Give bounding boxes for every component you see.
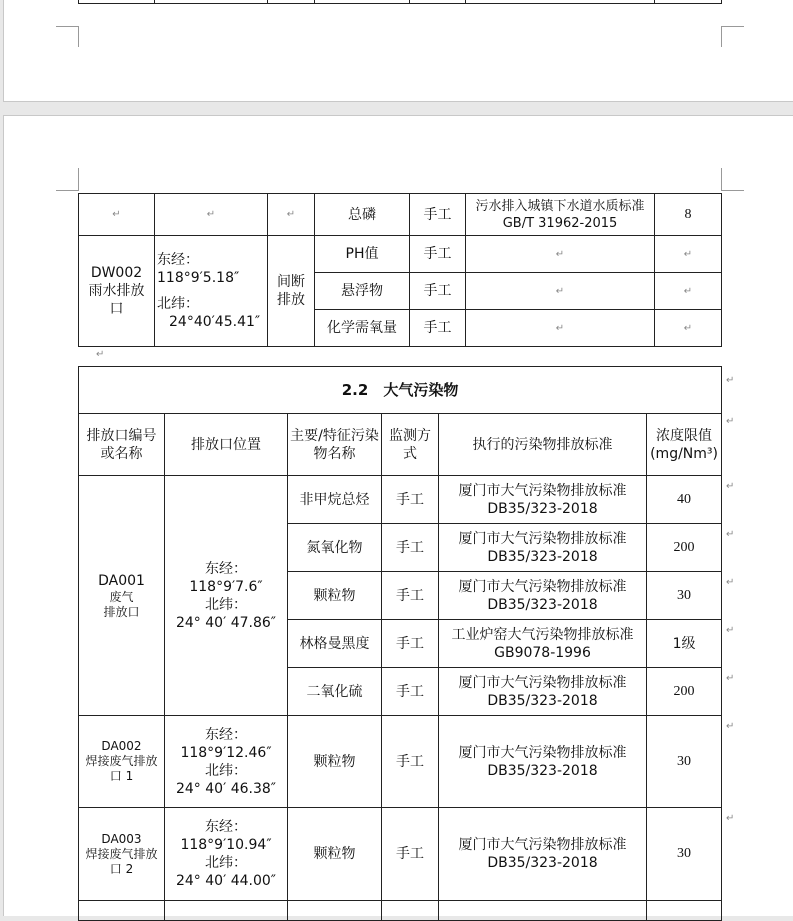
row-end-mark: ↵ [726, 375, 735, 386]
row-end-mark: ↵ [726, 481, 735, 492]
pollutant-cell: 颗粒物 [288, 572, 382, 620]
outlet-location-cell: 东经： 118°9′7.6″ 北纬： 24° 40′ 47.86″ [165, 476, 288, 716]
header-location: 排放口位置 [165, 414, 288, 476]
outlet-name-cell: DA002 焊接废气排放口 1 [79, 716, 165, 808]
pollutant-cell: 颗粒物 [288, 716, 382, 808]
discharge-mode-cell: 间断排放 [268, 236, 315, 347]
pollutant-cell: 氮氧化物 [288, 524, 382, 572]
table-row [79, 808, 722, 901]
method-cell: 手工 [410, 310, 466, 347]
pollutant-cell: 总磷 [315, 194, 410, 236]
limit-cell: 8 [655, 194, 722, 236]
pollutant-cell: 悬浮物 [315, 273, 410, 310]
method-cell: 手工 [382, 476, 439, 524]
section-title: 2.2 大气污染物 [79, 367, 722, 414]
method-cell: 手工 [382, 572, 439, 620]
standard-cell: 厦门市大气污染物排放标准 DB35/323-2018 [439, 668, 647, 716]
table-row: 悬浮物 手工 ↵ ↵ [79, 273, 722, 310]
method-cell: 手工 [410, 236, 466, 273]
row-end-mark: ↵ [726, 721, 735, 732]
standard-cell: 厦门市大气污染物排放标准 DB35/323-2018 [439, 524, 647, 572]
standard-cell: 厦门市大气污染物排放标准 DB35/323-2018 [439, 716, 647, 808]
table-row [79, 716, 722, 808]
row-end-mark: ↵ [726, 673, 735, 684]
standard-cell: 厦门市大气污染物排放标准 DB35/323-2018 [439, 476, 647, 524]
method-cell: 手工 [382, 808, 439, 901]
method-cell: 手工 [382, 524, 439, 572]
crop-mark [721, 168, 744, 191]
limit-cell: 30 [647, 808, 722, 901]
table-row [79, 901, 722, 921]
standard-cell: 厦门市大气污染物排放标准 DB35/323-2018 [439, 808, 647, 901]
method-cell: 手工 [382, 620, 439, 668]
standard-cell: 污水排入城镇下水道水质标准 GB/T 31962-2015 [466, 194, 655, 236]
table-row: ↵ ↵ ↵ 总磷 手工 污水排入城镇下水道水质标准 GB/T 31962-2015 8 [79, 194, 722, 236]
row-end-mark: ↵ [726, 813, 735, 824]
header-method: 监测方式 [382, 414, 439, 476]
limit-cell: 30 [647, 716, 722, 808]
limit-cell: 40 [647, 476, 722, 524]
outlet-name-cell: DW002雨水排放口 [79, 236, 155, 347]
limit-cell: 1级 [647, 620, 722, 668]
crop-mark [721, 26, 744, 47]
crop-mark [56, 168, 79, 191]
outlet-name-cell: DA001 废气 排放口 [79, 476, 165, 716]
header-outlet: 排放口编号或名称 [79, 414, 165, 476]
air-pollutant-table [78, 366, 722, 921]
method-cell: 手工 [382, 668, 439, 716]
header-standard: 执行的污染物排放标准 [439, 414, 647, 476]
outlet-name-cell: DA003 焊接废气排放口 2 [79, 808, 165, 901]
limit-cell: 30 [647, 572, 722, 620]
paragraph-mark: ↵ [96, 349, 105, 360]
standard-cell: 厦门市大气污染物排放标准 DB35/323-2018 [439, 572, 647, 620]
pollutant-cell: 林格曼黑度 [288, 620, 382, 668]
document-page-previous [3, 0, 793, 102]
table-row: DW002雨水排放口 东经： 118°9′5.18″ 北纬： 24°40′45.41″ 间断排放 PH值 手工 ↵ ↵ [79, 236, 722, 273]
limit-cell: 200 [647, 524, 722, 572]
pollutant-cell: PH值 [315, 236, 410, 273]
pollutant-cell: 化学需氧量 [315, 310, 410, 347]
limit-cell: 200 [647, 668, 722, 716]
pollutant-cell: 颗粒物 [288, 808, 382, 901]
crop-mark [56, 26, 79, 47]
row-end-mark: ↵ [726, 577, 735, 588]
water-pollutant-table [78, 193, 722, 347]
method-cell: 手工 [410, 194, 466, 236]
previous-table-tail [78, 0, 722, 4]
row-end-mark: ↵ [726, 416, 735, 427]
standard-cell: 工业炉窑大气污染物排放标准 GB9078-1996 [439, 620, 647, 668]
section-title-row [79, 367, 722, 414]
outlet-location-cell: 东经： 118°9′5.18″ 北纬： 24°40′45.41″ [155, 236, 268, 347]
document-page-current [3, 115, 793, 916]
header-pollutant: 主要/特征污染物名称 [288, 414, 382, 476]
table-header-row [79, 414, 722, 476]
header-limit: 浓度限值(mg/Nm³) [647, 414, 722, 476]
method-cell: 手工 [382, 716, 439, 808]
table-row [79, 476, 722, 524]
row-end-mark: ↵ [726, 625, 735, 636]
outlet-location-cell: 东经： 118°9′12.46″ 北纬： 24° 40′ 46.38″ [165, 716, 288, 808]
pollutant-cell: 非甲烷总烃 [288, 476, 382, 524]
table-row: 化学需氧量 手工 ↵ ↵ [79, 310, 722, 347]
method-cell: 手工 [410, 273, 466, 310]
pollutant-cell: 二氧化硫 [288, 668, 382, 716]
row-end-mark: ↵ [726, 529, 735, 540]
outlet-location-cell: 东经： 118°9′10.94″ 北纬： 24° 40′ 44.00″ [165, 808, 288, 901]
